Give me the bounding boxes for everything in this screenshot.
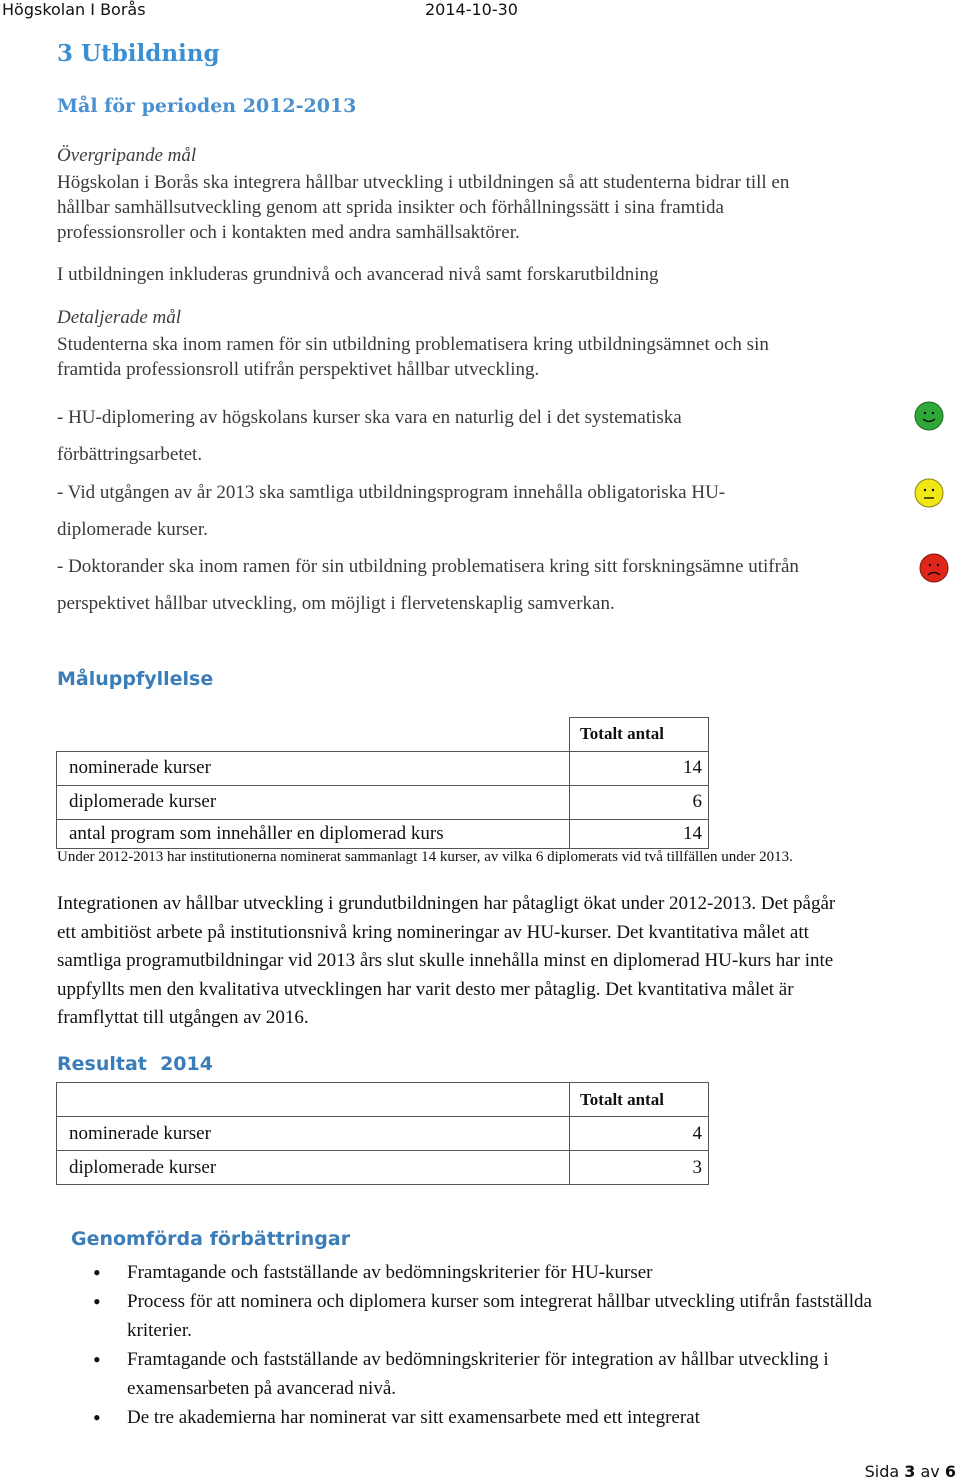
goals-heading: Mål för perioden 2012-2013	[57, 95, 357, 117]
table-cell-value: 14	[570, 751, 709, 785]
table-cell-label: nominerade kurser	[57, 751, 570, 785]
table-cell-value: 14	[570, 819, 709, 848]
detailed-line: framtida professionsroll utifrån perspektivet hållbar utveckling.	[57, 359, 540, 380]
section-title: 3 Utbildning	[57, 40, 220, 67]
table-header-blank	[57, 718, 570, 752]
table-header-blank	[57, 1083, 570, 1117]
table-row	[57, 1117, 709, 1151]
header-date: 2014-10-30	[425, 0, 518, 19]
table-header-row	[57, 1083, 709, 1117]
overall-text	[57, 170, 907, 245]
detailed-line: Studenterna ska inom ramen för sin utbildning problematisera kring utbildningsämnet och sin	[57, 334, 769, 355]
header-org: Högskolan I Borås	[2, 0, 146, 19]
goal-2	[57, 480, 725, 542]
detailed-label: Detaljerade mål	[57, 307, 182, 328]
integration-text	[57, 890, 907, 1033]
goal-3	[57, 554, 799, 616]
page-footer	[865, 1462, 956, 1481]
table-cell-label: diplomerade kurser	[57, 1151, 570, 1185]
footer-prefix: Sida	[864, 1462, 905, 1481]
table-cell-value: 4	[570, 1117, 709, 1151]
fulfillment-table	[56, 717, 709, 849]
fulfillment-heading: Måluppfyllelse	[57, 668, 214, 690]
integration-line: samtliga programutbildningar vid 2013 års slut skulle innehålla minst en diplomerad HU-kurs har inte	[57, 950, 834, 971]
overall-scope: I utbildningen inkluderas grundnivå och avancerad nivå samt forskarutbildning	[57, 264, 659, 285]
list-item: • Framtagande och fastställande av bedömningskriterier för integration av hållbar utveckling i examensarbeten på avancerad nivå.	[57, 1345, 927, 1403]
footer-total: 6	[944, 1462, 956, 1481]
table-column-header: Totalt antal	[570, 718, 709, 752]
integration-line: framflyttat till utgången av 2016.	[57, 1007, 309, 1028]
list-item: • Framtagande och fastställande av bedömningskriterier för HU-kurser	[57, 1258, 927, 1287]
table-cell-value: 3	[570, 1151, 709, 1185]
goal-2-line2: diplomerade kurser.	[57, 519, 208, 540]
goal-3-line2: perspektivet hållbar utveckling, om möjligt i flervetenskaplig samverkan.	[57, 593, 615, 614]
table-column-header: Totalt antal	[570, 1083, 709, 1117]
goal-1-line2: förbättringsarbetet.	[57, 444, 203, 465]
table-row	[57, 1151, 709, 1185]
table-cell-label: nominerade kurser	[57, 1117, 570, 1151]
list-item: • De tre akademierna har nominerat var sitt examensarbete med ett integrerat	[57, 1403, 927, 1432]
integration-line: ett ambitiöst arbete på institutionsnivå kring nomineringar av HU-kurser. Det kvantitativa målet att	[57, 921, 809, 943]
happy-face-icon	[914, 401, 944, 431]
table-cell-label: antal program som innehåller en diplomerad kurs	[57, 819, 570, 848]
integration-line: uppfyllts men den kvalitativa utvecklingen har varit desto mer påtaglig. Det kvantitativa målet är	[57, 978, 794, 1000]
goal-1-line1: - HU-diplomering av högskolans kurser ska vara en naturlig del i det systematiska	[57, 407, 682, 428]
detailed-text	[57, 332, 907, 382]
footer-middle: av	[915, 1462, 945, 1481]
improvements-list	[57, 1258, 927, 1432]
sad-face-icon	[919, 553, 949, 583]
goal-2-line1: - Vid utgången av år 2013 ska samtliga utbildningsprogram innehålla obligatoriska HU-	[57, 482, 726, 503]
integration-line: Integrationen av hållbar utveckling i grundutbildningen har påtagligt ökat under 2012-2013. Det pågår	[57, 893, 836, 914]
table-row	[57, 819, 709, 848]
results-heading: Resultat 2014	[57, 1053, 213, 1075]
list-item: • Process för att nominera och diplomera kurser som integrerat hållbar utveckling utifrån fastställda kriterier.	[57, 1287, 927, 1345]
overall-line: hållbar samhällsutveckling genom att sprida insikter och förhållningssätt i sina framtida	[57, 197, 724, 218]
fulfillment-note: Under 2012-2013 har institutionerna nominerat sammanlagt 14 kurser, av vilka 6 diplomerats vid två tillfällen under 2013.	[57, 849, 793, 865]
table-cell-label: diplomerade kurser	[57, 785, 570, 819]
improvements-heading: Genomförda förbättringar	[71, 1228, 351, 1250]
table-cell-value: 6	[570, 785, 709, 819]
overall-line: professionsroller och i kontakten med andra samhällsaktörer.	[57, 222, 520, 243]
table-row	[57, 785, 709, 819]
overall-line: Högskolan i Borås ska integrera hållbar utveckling i utbildningen så att studenterna bidrar till en	[57, 172, 790, 193]
goal-1	[57, 405, 682, 467]
table-row	[57, 751, 709, 785]
results-table	[56, 1082, 709, 1185]
footer-page: 3	[904, 1462, 916, 1481]
overall-label: Övergripande mål	[57, 145, 197, 166]
table-header-row	[57, 718, 709, 752]
goal-3-line1: - Doktorander ska inom ramen för sin utbildning problematisera kring sitt forskningsämne utifrån	[57, 556, 799, 577]
neutral-face-icon	[914, 478, 944, 508]
